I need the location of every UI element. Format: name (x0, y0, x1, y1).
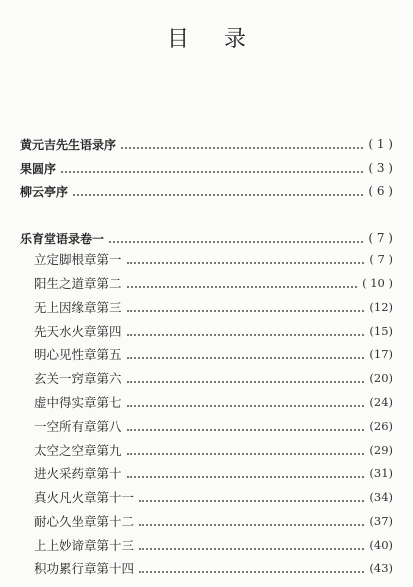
toc-entry-chapter[interactable] (34, 463, 393, 483)
toc-entry-label: 玄关一窍章第六 (34, 371, 122, 386)
toc-entry-chapter[interactable] (34, 368, 393, 388)
toc-entry-page: ( 1 ) (368, 137, 393, 151)
toc-entry-chapter[interactable] (34, 392, 393, 412)
toc-entry-label: 黄元吉先生语录序 (20, 137, 117, 152)
toc-entry-chapter[interactable] (34, 440, 393, 460)
leader-dots (127, 380, 365, 383)
toc-entry-page: (12) (369, 300, 393, 314)
toc-entry-page: (24) (369, 395, 393, 409)
leader-dots (127, 285, 358, 288)
leader-dots (139, 523, 364, 526)
toc-entry-page: (43) (369, 561, 393, 575)
leader-dots (127, 404, 365, 407)
toc-entry-page: (31) (369, 466, 393, 480)
toc-entry-label: 上上妙谛章第十三 (34, 538, 135, 553)
toc-entry-page: ( 7 ) (369, 252, 393, 266)
toc-entry-label: 耐心久坐章第十二 (34, 514, 135, 529)
toc-entry-volume-1[interactable] (20, 228, 393, 248)
toc-entry-label: 明心见性章第五 (34, 347, 122, 362)
toc-entry-page: (26) (369, 419, 393, 433)
title-char-1: 目 (166, 27, 189, 52)
leader-dots (127, 428, 365, 431)
toc-entry-preface-liu[interactable] (20, 181, 393, 201)
leader-dots (109, 240, 363, 243)
leader-dots (139, 570, 364, 573)
toc-entry-label: 果圆序 (20, 161, 57, 176)
toc-entry-page: ( 10 ) (362, 276, 393, 290)
leader-dots (73, 193, 363, 196)
toc-entry-label: 进火采药章第十 (34, 466, 122, 481)
toc-entry-chapter[interactable] (34, 511, 393, 531)
toc-entry-label: 柳云亭序 (20, 184, 69, 199)
leader-dots (121, 146, 363, 149)
toc-entry-chapter[interactable] (34, 249, 393, 269)
toc-entry-preface-huang[interactable] (20, 134, 393, 154)
leader-dots (127, 356, 365, 359)
toc-entry-page: (37) (369, 514, 393, 528)
toc-entry-page: (15) (369, 324, 393, 338)
toc-entry-label: 一空所有章第八 (34, 419, 122, 434)
toc-entry-label: 乐育堂语录卷一 (20, 231, 105, 246)
toc-entry-chapter[interactable] (34, 558, 393, 578)
toc-entry-label: 真火凡火章第十一 (34, 490, 135, 505)
leader-dots (127, 452, 365, 455)
toc-entry-label: 积功累行章第十四 (34, 561, 135, 576)
toc-entry-preface-guoyuan[interactable] (20, 158, 393, 178)
leader-dots (127, 309, 365, 312)
leader-dots (127, 261, 365, 264)
toc-entry-label: 太空之空章第九 (34, 443, 122, 458)
toc-entry-chapter[interactable] (34, 416, 393, 436)
toc-entry-page: ( 6 ) (368, 184, 393, 198)
toc-entry-chapter[interactable] (34, 535, 393, 555)
title-char-2: 录 (224, 27, 247, 52)
toc-entry-page: (17) (369, 347, 393, 361)
toc-entry-chapter[interactable] (34, 273, 393, 293)
toc-entry-label: 阳生之道章第二 (34, 276, 122, 291)
toc-entry-label: 虚中得实章第七 (34, 395, 122, 410)
toc-entry-page: (20) (369, 371, 393, 385)
leader-dots (61, 170, 363, 173)
leader-dots (127, 475, 365, 478)
toc-entry-chapter[interactable] (34, 487, 393, 507)
leader-dots (139, 499, 364, 502)
toc-entry-label: 无上因缘章第三 (34, 300, 122, 315)
toc-entry-chapter[interactable] (34, 297, 393, 317)
toc-entry-label: 立定脚根章第一 (34, 252, 122, 267)
leader-dots (139, 547, 364, 550)
toc-entry-label: 先天水火章第四 (34, 324, 122, 339)
leader-dots (127, 333, 365, 336)
toc-entry-page: (34) (369, 490, 393, 504)
toc-entry-page: ( 3 ) (368, 161, 393, 175)
toc-entry-page: ( 7 ) (368, 231, 393, 245)
toc-entry-chapter[interactable] (34, 321, 393, 341)
page-title (0, 22, 413, 53)
toc-entry-page: (40) (369, 538, 393, 552)
toc-entry-page: (29) (369, 443, 393, 457)
toc-entry-chapter[interactable] (34, 344, 393, 364)
